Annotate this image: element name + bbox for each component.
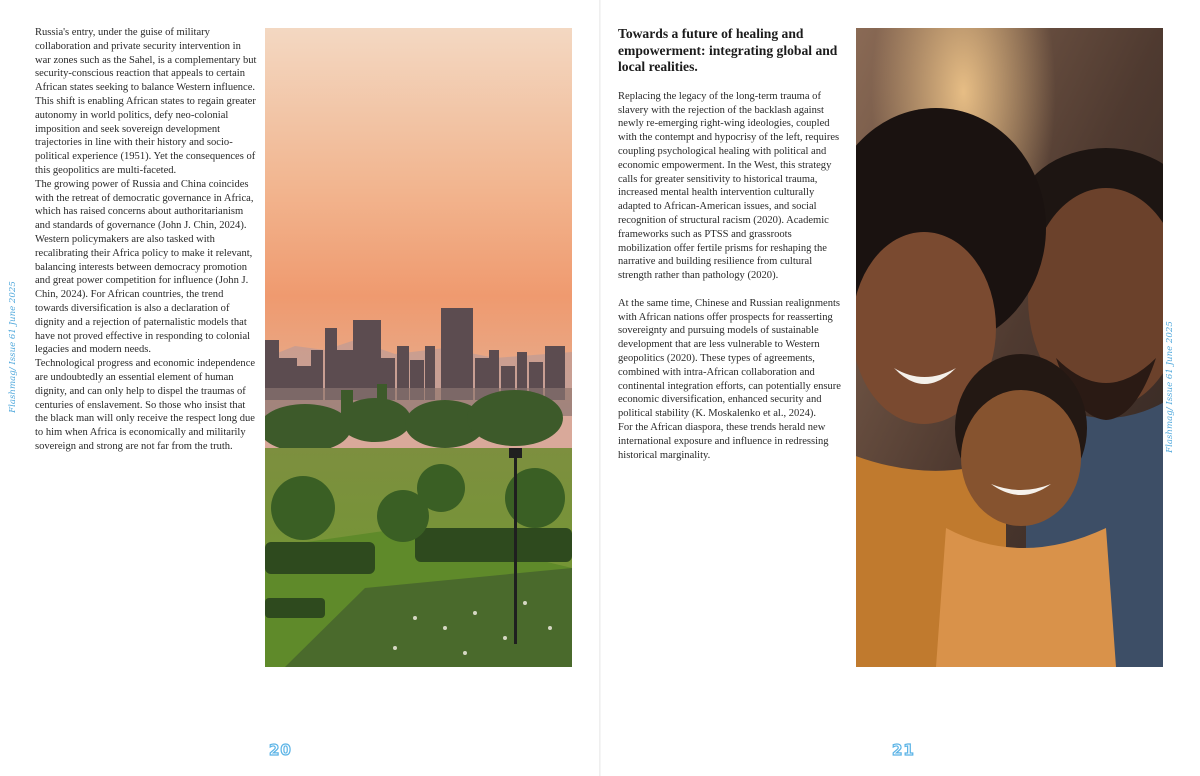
side-caption-left: Flashmag/ Issue 61 June 2025: [8, 281, 18, 413]
spread-gutter: [599, 0, 601, 776]
body-paragraph: The growing power of Russia and China coincides with the retreat of democratic governance in Africa, which has raised concerns about authoritarianism and standards of governance (John J. Chin, 2024). Western policymakers are also tasked with recalibrating their Africa policy to make it relevant, balancing interests between democracy promotion and great power competition for influence (John J. Chin, 2024). For African countries, the trend towards diversification is also a declaration of dignity and a rejection of paternalistic models that have not proved effective in responding to colonial legacies and modern needs.: [35, 178, 254, 356]
page-number-left: 20: [269, 741, 292, 759]
right-text-column: [618, 26, 846, 462]
body-paragraph: At the same time, Chinese and Russian realignments with African nations offer prospects for reasserting sovereignty and pursuing models of sustainable development that are less vulnerable to Western geopolitics (2020). These types of agreements, combined with intra-African collaboration and continental integration efforts, can potentially ensure economic diversification, enhanced security and political stability (K. Moskalenko et al., 2024).: [618, 297, 841, 420]
body-paragraph: For the African diaspora, these trends herald new international exposure and influence in redressing historical marginality.: [618, 421, 829, 461]
section-heading: Towards a future of healing and empowerment: integrating global and local realities.: [618, 26, 838, 75]
body-paragraph: Russia's entry, under the guise of military collaboration and private security intervention in war zones such as the Sahel, is a complementary but security-conscious reaction that appeals to certain African states seeking to balance Western influence. This shift is enabling African states to regain greater autonomy in world politics, defy neo-colonial imposition and seek sovereign development trajectories in line with their history and socio-political experience (1951). Yet the consequences of this geopolitics are multi-faceted.: [35, 27, 257, 176]
body-paragraph: Technological progress and economic independence are undoubtedly an essential element of human dignity, and can only help to dispel the traumas of centuries of enslavement. So those who insist that the black man will only receive the respect long due to him when Africa is economically and militarily sovereign and strong are not far from the truth.: [35, 358, 256, 452]
family-portrait-photo: [856, 28, 1163, 667]
body-paragraph: Replacing the legacy of the long-term trauma of slavery with the rejection of the backlash against newly re-emerging right-wing ideologies, coupled with the contempt and hypocrisy of the left, requires coupling psychological healing with political and economic empowerment. In the West, this strategy calls for greater sensitivity to historical trauma, increased mental health intervention culturally adapted to African-American issues, and social recognition of structural racism (2020). Academic frameworks such as PTSS and grassroots mobilization offer fertile prisms for reshaping the narrative and building resilience from cultural strength rather than pathology (2020).: [618, 90, 840, 282]
city-skyline-photo: [265, 28, 572, 667]
side-caption-right: Flashmag/ Issue 61 June 2025: [1165, 321, 1175, 453]
page-number-right: 21: [892, 741, 915, 759]
left-text-column: [35, 26, 257, 454]
